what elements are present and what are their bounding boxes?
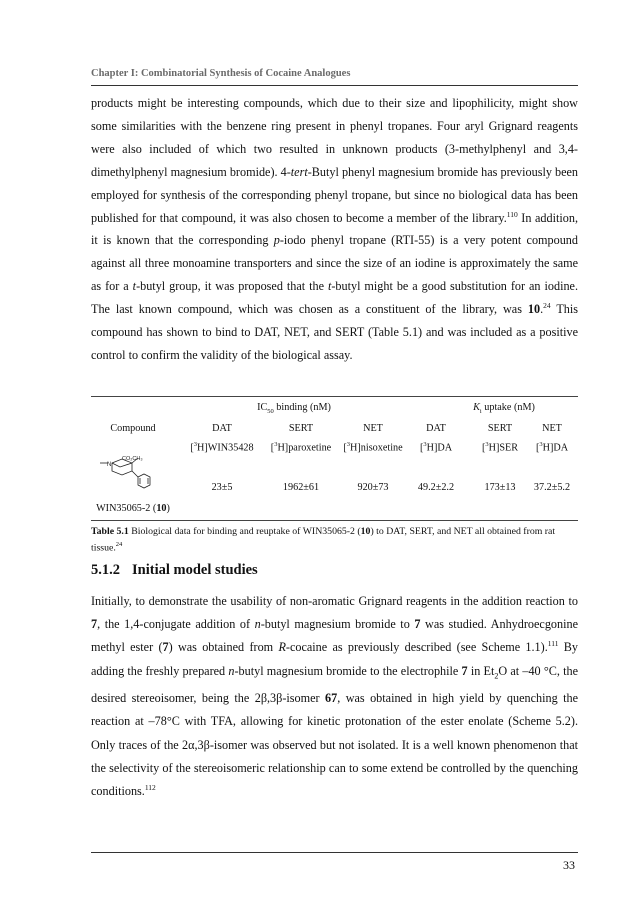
table-col-header: SERT (288, 423, 314, 434)
table-radioligand: [$^3$H]nisoxetine (343, 441, 403, 454)
table-radioligand: [$^3$H]DA (419, 441, 453, 454)
table-group-ic50: $IC_{50}$ binding (nM) (257, 402, 331, 416)
table-top-rule (91, 396, 578, 397)
table-value: 173±13 (484, 482, 516, 493)
table-radioligand: [$^3$H]paroxetine (270, 441, 332, 454)
running-header: Chapter I: Combinatorial Synthesis of Cocaine Analogues (91, 68, 351, 79)
table-col-header: NET (363, 423, 383, 434)
table-compound-name: WIN35065-2 (10) (96, 503, 170, 514)
table-compound-header: Compound (110, 423, 156, 434)
win35065-structure-icon (98, 455, 158, 499)
body-paragraph-1: products might be interesting compounds, which due to their size and lipophilicity, might show some similarities with the benzene ring present in phenyl tropanes. Four aryl Grignard reagents were also included of which two resulted in unknown products (3-methylphenyl and 3,4-dimethylphenyl magnesium bromide). 4-tert-Butyl phenyl magnesium bromide has previously been employed for synthesis of the corresponding phenyl tropane, but since no biological data has been published for that compound, it was also chosen to become a member of the library.$^{110}$ In addition, it is known that the corresponding p-iodo phenyl tropane (RTI-55) is a very potent compound against all three monoamine transporters and since the size of an iodine is approximately the same as for a t-butyl group, it was proposed that the t-butyl might be a good substitution for an iodine. The last known compound, which was chosen as a constituent of the library, was 10.24 This compound has shown to bind to DAT, NET, and SERT (Table 5.1) and was included as a positive control to confirm the validity of the biological assay. (91, 96, 579, 362)
section-heading: 5.1.2 Initial model studies (91, 562, 258, 578)
table-col-header: DAT (212, 423, 232, 434)
body-paragraph-2: Initially, to demonstrate the usability of non-aromatic Grignard reagents in the addition reaction to 7, the 1,4-conjugate addition of n-butyl magnesium bromide to 7 was studied. Anhydroecgonine methyl ester (7) was obtained from R-cocaine as previously described (see Scheme 1.1).$^{111}$ By adding the freshly prepared n-butyl magnesium bromide to the electrophile 7 in $Et_2O$ at –40 °C, the desired stereoisomer, being the 2β,3β-isomer 67, was obtained in high yield by quenching the reaction at –78°C with TFA, allowing for kinetic protonation of the ester enolate (Scheme 5.2). Only traces of the 2α,3β-isomer was observed but not isolated. It is a well known phenomenon that the selectivity of the stereoisomeric relationship can to some extend be controlled by the quenching conditions.$^{112}$ (91, 594, 579, 799)
page-number: 33 (563, 858, 575, 872)
table-col-header: SERT (487, 423, 513, 434)
structure-group-label: CO₂CH₃ (122, 456, 143, 462)
table-caption: Table 5.1 Biological data for binding and reuptake of WIN35065-2 (10) to DAT, SERT, and NET all obtained from rat tissue.$^{24}$ (91, 526, 556, 553)
structure-atom-label: N (107, 462, 112, 468)
table-radioligand: [$^3$H]SER (481, 441, 519, 454)
table-value: 920±73 (357, 482, 389, 493)
table-group-ki: $K_i$ uptake (nM) (473, 402, 535, 416)
table-value: 23±5 (211, 482, 233, 493)
table-col-header: DAT (426, 423, 446, 434)
table-col-header: NET (542, 423, 562, 434)
footer-rule (91, 852, 578, 853)
table-radioligand: [$^3$H]DA (535, 441, 569, 454)
header-rule (91, 85, 578, 86)
table-value: 1962±61 (282, 482, 320, 493)
table-value: 37.2±5.2 (533, 482, 571, 493)
table-radioligand: [$^3$H]WIN35428 (190, 441, 254, 454)
table-bottom-rule (91, 520, 578, 521)
table-value: 49.2±2.2 (417, 482, 455, 493)
